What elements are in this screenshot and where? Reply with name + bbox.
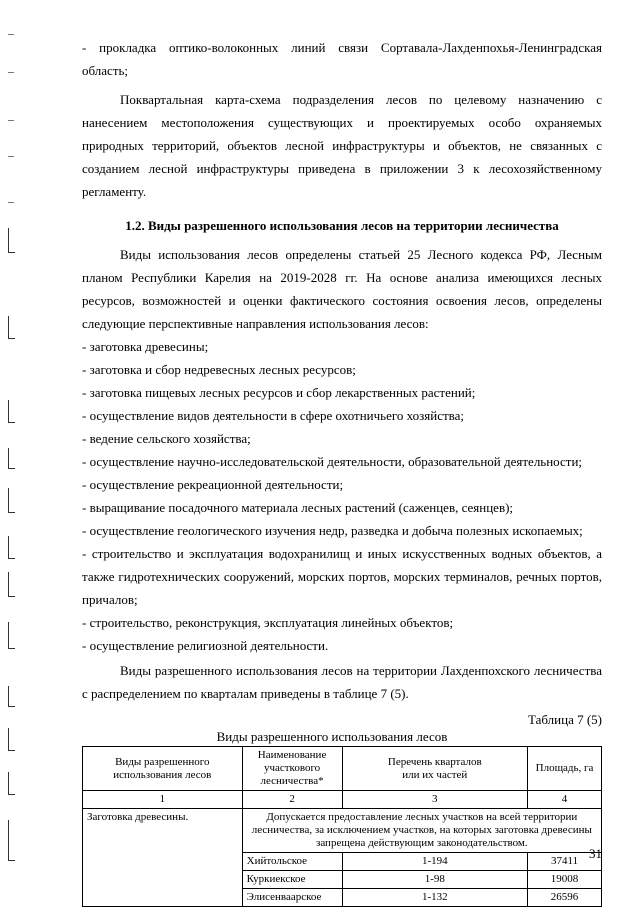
- margin-dash: [8, 202, 14, 203]
- list-item: - ведение сельского хозяйства;: [82, 431, 251, 446]
- margin-bracket: [8, 820, 15, 861]
- margin-dash: [8, 34, 14, 35]
- column-number-cell: 3: [342, 791, 528, 809]
- left-margin-binding-marks: [0, 0, 40, 905]
- list-item: - осуществление религиозной деятельности.: [82, 638, 329, 653]
- list-item: - выращивание посадочного материала лесных растений (саженцев, сеянцев);: [82, 500, 514, 515]
- column-number-cell: 1: [83, 791, 243, 809]
- section-heading: 1.2. Виды разрешенного использования лесов на территории лесничества: [125, 218, 559, 233]
- header-cell: Перечень кварталов или их частей: [342, 747, 528, 791]
- margin-bracket: [8, 228, 15, 253]
- margin-dash: [8, 120, 14, 121]
- forestry-name-cell: Куркиекское: [242, 871, 342, 889]
- area-cell: 26596: [528, 889, 602, 907]
- paragraph-fiber-line: - прокладка оптико-волоконных линий связи Сортавала-Лахденпохья-Ленинградская область;: [82, 40, 602, 78]
- forestry-name-cell: Хийтольское: [242, 853, 342, 871]
- margin-bracket: [8, 536, 15, 559]
- area-cell: 37411: [528, 853, 602, 871]
- margin-bracket: [8, 686, 15, 707]
- list-item: - осуществление научно-исследовательской деятельности, образовательной деятельности;: [82, 454, 583, 469]
- margin-bracket: [8, 772, 15, 795]
- document-body: [82, 36, 602, 907]
- table-number-row: [83, 791, 602, 809]
- list-item: - осуществление геологического изучения недр, разведка и добыча полезных ископаемых;: [82, 523, 583, 538]
- list-item: - заготовка и сбор недревесных лесных ресурсов;: [82, 362, 356, 377]
- forest-use-table: [82, 746, 602, 907]
- column-number-cell: 2: [242, 791, 342, 809]
- paragraph-table-intro: Виды разрешенного использования лесов на территории Лахденпохского лесничества с распределением по кварталам приведены в таблице 7 (5).: [82, 663, 602, 701]
- list-item: - осуществление рекреационной деятельности;: [82, 477, 344, 492]
- margin-bracket: [8, 572, 15, 597]
- quarters-cell: 1-132: [342, 889, 528, 907]
- list-item: - строительство и эксплуатация водохранилищ и иных искусственных водных объектов, а также гидротехнических сооружений, морских портов, морских терминалов, речных портов, причалов;: [82, 546, 602, 607]
- paragraph-map-scheme: Поквартальная карта-схема подразделения лесов по целевому назначению с нанесением местоположения существующих и проектируемых особо охраняемых природных территорий, объектов лесной инфраструктуры и объектов, не связанных с созданием лесной инфраструктуры приведена в приложении 3 к лесохозяйственному регламенту.: [82, 92, 602, 199]
- page-number: 31: [589, 846, 602, 861]
- margin-bracket: [8, 316, 15, 339]
- list-item: - осуществление видов деятельности в сфере охотничьего хозяйства;: [82, 408, 464, 423]
- list-item: - заготовка пищевых лесных ресурсов и сбор лекарственных растений;: [82, 385, 476, 400]
- margin-bracket: [8, 488, 15, 513]
- header-cell: Площадь, га: [528, 747, 602, 791]
- quarters-cell: 1-98: [342, 871, 528, 889]
- quarters-cell: 1-194: [342, 853, 528, 871]
- table-row: [83, 809, 602, 853]
- list-item: - заготовка древесины;: [82, 339, 209, 354]
- note-cell: Допускается предоставление лесных участков на всей территории лесничества, за исключением участков, на которых заготовка древесины запрещена действующим законодательством.: [242, 809, 601, 853]
- forestry-name-cell: Элисенваарское: [242, 889, 342, 907]
- table-header-row: [83, 747, 602, 791]
- margin-dash: [8, 72, 14, 73]
- margin-bracket: [8, 728, 15, 751]
- list-item: - строительство, реконструкция, эксплуатация линейных объектов;: [82, 615, 454, 630]
- forest-use-list: [82, 335, 602, 657]
- paragraph-forest-use-types: Виды использования лесов определены статьей 25 Лесного кодекса РФ, Лесным планом Республики Карелия на 2019-2028 гг. На основе анализа имеющихся лесных ресурсов, возможностей и оценки фактического состояния освоения лесов, определены следующие перспективные направления использования лесов:: [82, 247, 602, 331]
- margin-bracket: [8, 400, 15, 423]
- column-number-cell: 4: [528, 791, 602, 809]
- area-cell: 19008: [528, 871, 602, 889]
- margin-dash: [8, 156, 14, 157]
- margin-bracket: [8, 448, 15, 469]
- table-title: Виды разрешенного использования лесов: [216, 729, 448, 744]
- activity-cell: Заготовка древесины.: [83, 809, 243, 907]
- header-cell: Наименование участкового лесничества*: [242, 747, 342, 791]
- table-label: Таблица 7 (5): [527, 712, 602, 727]
- header-cell: Виды разрешенного использования лесов: [83, 747, 243, 791]
- margin-bracket: [8, 622, 15, 649]
